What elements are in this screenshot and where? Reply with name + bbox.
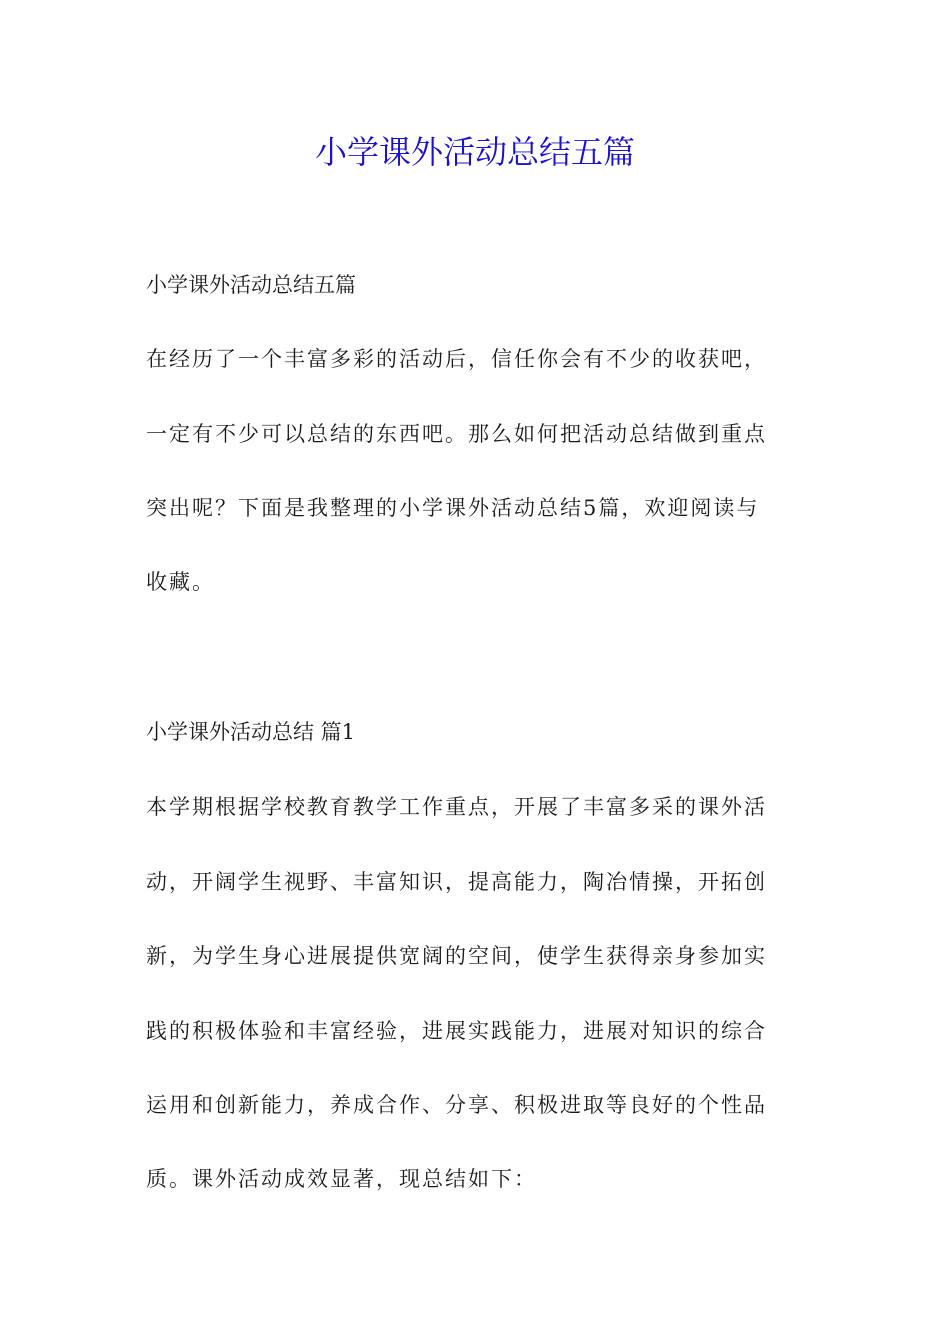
section1-line-1: 本学期根据学校教育教学工作重点，开展了丰富多采的课外活 bbox=[146, 795, 767, 819]
document-title: 小学课外活动总结五篇 bbox=[314, 133, 635, 171]
intro-line-4: 收藏。 bbox=[146, 570, 215, 594]
intro-line-1: 在经历了一个丰富多彩的活动后，信任你会有不少的收获吧， bbox=[146, 347, 767, 371]
section1-line-3: 新，为学生身心进展提供宽阔的空间，使学生获得亲身参加实 bbox=[146, 944, 767, 968]
section1-line-2: 动，开阔学生视野、丰富知识，提高能力，陶冶情操，开拓创 bbox=[146, 870, 767, 894]
section1-line-6: 质。课外活动成效显著，现总结如下： bbox=[146, 1167, 537, 1191]
section1-line-5: 运用和创新能力，养成合作、分享、积极进取等良好的个性品 bbox=[146, 1093, 767, 1117]
section1-line-4: 践的积极体验和丰富经验，进展实践能力，进展对知识的综合 bbox=[146, 1019, 767, 1043]
section1-heading: 小学课外活动总结 篇1 bbox=[146, 720, 356, 744]
intro-line-3: 突出呢？下面是我整理的小学课外活动总结5篇，欢迎阅读与 bbox=[146, 496, 760, 520]
intro-heading: 小学课外活动总结五篇 bbox=[146, 273, 356, 297]
intro-line-2: 一定有不少可以总结的东西吧。那么如何把活动总结做到重点 bbox=[146, 422, 767, 446]
